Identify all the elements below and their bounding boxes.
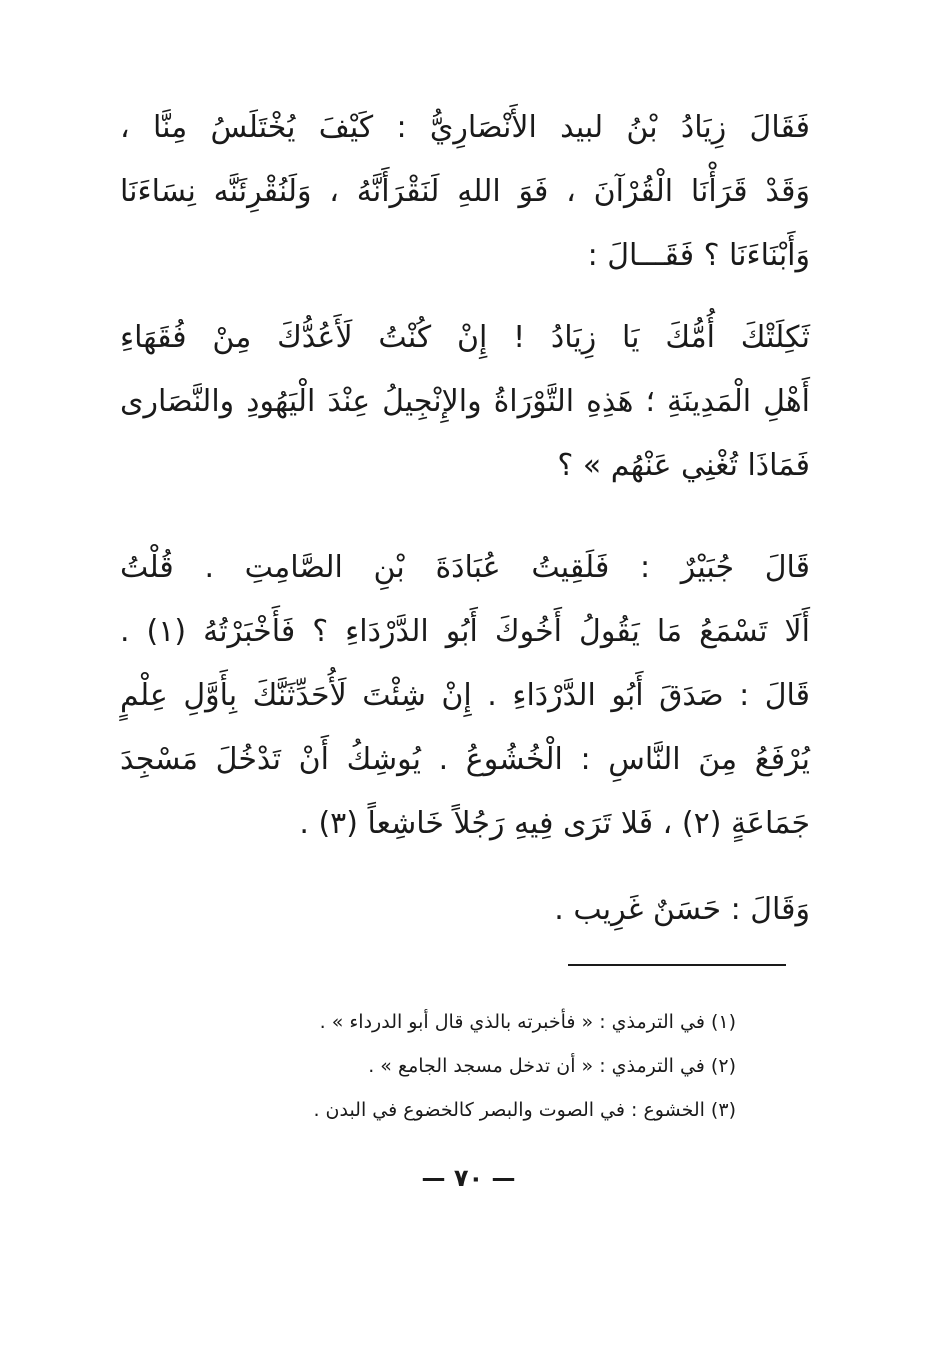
text-line: قَالَ : صَدَقَ أَبُو الدَّرْدَاءِ . إِنْ شِئْتَ لَأُحَدِّثَنَّكَ بِأَوَّلِ عِلْمٍ [120, 678, 810, 713]
text-line: قَالَ جُبَيْرٌ : فَلَقِيتُ عُبَادَةَ بْنِ الصَّامِتِ . قُلْتُ [120, 550, 810, 585]
text-line: وَأَبْنَاءَنَا ؟ فَقَـــالَ : [587, 238, 810, 273]
text-line: فَمَاذَا تُغْنِي عَنْهُم » ؟ [557, 448, 810, 483]
text-line: يُرْفَعُ مِنَ النَّاسِ : الْخُشُوعُ . يُوشِكُ أَنْ تَدْخُلَ مَسْجِدَ [120, 742, 810, 777]
text-line: جَمَاعَةٍ (٢) ، فَلا تَرَى فِيهِ رَجُلاً خَاشِعاً (٣) . [299, 806, 810, 841]
paragraph-1 [120, 96, 810, 288]
paragraph-3 [120, 536, 810, 856]
page-number: — ٧٠ — [421, 1164, 516, 1192]
paragraph-4 [120, 878, 896, 942]
footnote-1: (١) في الترمذي : « فأخبرته بالذي قال أبو الدرداء » . [319, 1011, 736, 1033]
text-line: فَقَالَ زِيَادُ بْنُ لبيد الأَنْصَارِيُّ : كَيْفَ يُخْتَلَسُ مِنَّا ، [120, 110, 810, 145]
text-line: وَقَالَ : حَسَنٌ غَرِيب . [554, 892, 810, 927]
text-line: وَقَدْ قَرَأْنَا الْقُرْآنَ ، فَوَ اللهِ لَنَقْرَأَنَّهُ ، وَلَنُقْرِئَنَّه نِسَاءَنَا [120, 174, 810, 209]
footnote-3: (٣) الخشوع : في الصوت والبصر كالخضوع في البدن . [313, 1099, 736, 1121]
text-line: أَهْلِ الْمَدِينَةِ ؛ هَذِهِ التَّوْرَاةُ والإِنْجِيلُ عِنْدَ الْيَهُودِ والنَّصَارى [120, 384, 810, 419]
footnotes [180, 1000, 736, 1132]
text-line: أَلَا تَسْمَعُ مَا يَقُولُ أَخُوكَ أَبُو الدَّرْدَاءِ ؟ فَأَخْبَرْتُهُ (١) . [120, 614, 810, 649]
paragraph-2 [120, 306, 810, 498]
footnote-2: (٢) في الترمذي : « أن تدخل مسجد الجامع » . [368, 1055, 736, 1077]
text-line: ثَكِلَتْكَ أُمُّكَ يَا زِيَادُ ! إِنْ كُنْتُ لَأَعُدُّكَ مِنْ فُقَهَاءِ [120, 320, 810, 355]
footnote-divider [568, 964, 786, 966]
